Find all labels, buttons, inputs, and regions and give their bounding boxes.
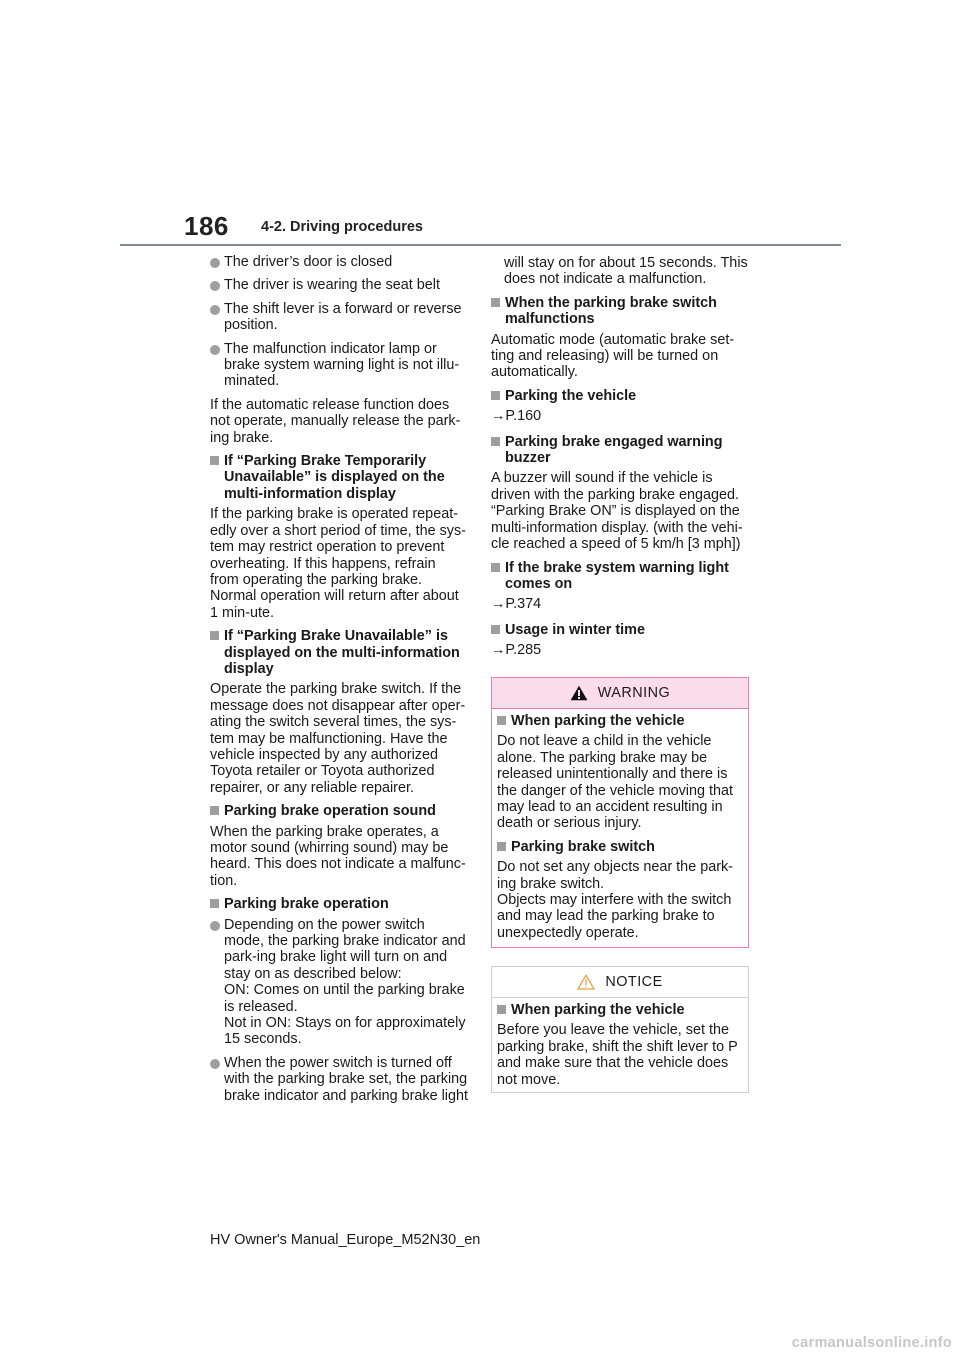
page-reference-link[interactable]: →P.160 [491,408,542,425]
bullet-icon [210,1059,220,1069]
heading-temporarily-unavailable: If “Parking Brake Temporarily Unavailable” is displayed on the multi-information display [210,453,468,502]
continued-paragraph: will stay on for about 15 seconds. This does not indicate a malfunction. [504,255,748,288]
warning-heading-switch: Parking brake switch [497,839,743,855]
page-reference-link[interactable]: →P.374 [491,596,542,613]
square-bullet-icon [491,437,500,446]
bullet-icon [210,345,220,355]
bullet-icon [210,305,220,315]
heading-switch-malfunction: When the parking brake switch malfunctions [491,295,751,328]
notice-paragraph-parking: Before you leave the vehicle, set the parking brake, shift the shift lever to P and make sure that the vehicle does not move. [497,1022,738,1088]
warning-paragraph-switch: Do not set any objects near the park-ing brake switch. Objects may interfere with the switch and may lead the parking brake to unexpectedly operate. [497,859,733,941]
warning-title: WARNING [597,684,671,701]
heading-warning-light: If the brake system warning light comes on [491,560,751,593]
notice-box [491,966,749,1093]
list-item: When the power switch is turned off with the parking brake set, the parking brake indicator and parking brake light [210,1055,468,1104]
heading-unavailable: If “Parking Brake Unavailable” is displayed on the multi-information display [210,628,468,677]
auto-release-paragraph: If the automatic release function does not operate, manually release the park-ing brake. [210,396,461,446]
square-bullet-icon [210,806,219,815]
heading-parking-vehicle: Parking the vehicle [491,388,751,404]
square-bullet-icon [497,716,506,725]
warning-heading-parking: When parking the vehicle [497,713,743,729]
square-bullet-icon [491,298,500,307]
notice-heading-parking: When parking the vehicle [497,1002,743,1018]
left-column [210,254,468,1111]
square-bullet-icon [491,625,500,634]
watermark: carmanualsonline.info [791,1335,952,1351]
heading-winter-usage: Usage in winter time [491,622,751,638]
page-number: 186 [184,211,229,241]
header-rule [120,244,841,246]
list-item: The driver is wearing the seat belt [210,277,468,293]
operation-sound-paragraph: When the parking brake operates, a motor sound (whirring sound) may be heard. This does not indicate a malfunc-tion. [210,823,466,889]
warning-header [492,678,748,709]
warning-triangle-icon [570,685,588,701]
square-bullet-icon [210,899,219,908]
bullet-icon [210,258,220,268]
section-title: 4-2. Driving procedures [261,219,423,235]
square-bullet-icon [491,391,500,400]
bullet-icon [210,921,220,931]
list-item: The driver’s door is closed [210,254,468,270]
list-item: The shift lever is a forward or reverse position. [210,301,468,334]
list-item: The malfunction indicator lamp or brake system warning light is not illu-minated. [210,341,468,390]
switch-malfunction-paragraph: Automatic mode (automatic brake set-ting and releasing) will be turned on automatically. [491,331,735,381]
temporarily-unavailable-paragraph: If the parking brake is operated repeat-edly over a short period of time, the sys-tem may restrict operation to prevent overheating. If this happens, refrain from operating the parking brake. Normal operation will return after about 1 min-ute. [210,506,466,621]
warning-box [491,677,749,948]
unavailable-paragraph: Operate the parking brake switch. If the message does not disappear after oper-ating the switch several times, the sys-tem may be malfunctioning. Have the vehicle inspected by any authorized Toyota retailer or Toyota authorized repairer, or any reliable repairer. [210,681,466,796]
list-item: Depending on the power switch mode, the parking brake indicator and park-ing brake light will turn on and stay on as described below: ON: Comes on until the parking brake is released. Not in ON: Stays on for approximately 15 seconds. [210,917,468,1048]
square-bullet-icon [210,456,219,465]
heading-warning-buzzer: Parking brake engaged warning buzzer [491,434,751,467]
square-bullet-icon [210,631,219,640]
notice-triangle-icon [577,974,595,990]
heading-operation-sound: Parking brake operation sound [210,803,468,819]
notice-header [492,967,748,998]
manual-footer: HV Owner's Manual_Europe_M52N30_en [210,1232,481,1248]
warning-paragraph-parking: Do not leave a child in the vehicle alone. The parking brake may be released unintentionally and there is the danger of the vehicle moving that may lead to an accident resulting in death or serious injury. [497,733,733,832]
square-bullet-icon [497,1005,506,1014]
square-bullet-icon [491,563,500,572]
square-bullet-icon [497,842,506,851]
notice-title: NOTICE [605,973,663,990]
heading-operation: Parking brake operation [210,896,468,912]
page-reference-link[interactable]: →P.285 [491,642,542,659]
warning-buzzer-paragraph: A buzzer will sound if the vehicle is driven with the parking brake engaged. “Parking Brake ON” is displayed on the multi-information display. (with the vehi-cle reached a speed of 5 km/h [3 mph]) [491,470,743,553]
right-column [491,255,751,668]
bullet-icon [210,281,220,291]
